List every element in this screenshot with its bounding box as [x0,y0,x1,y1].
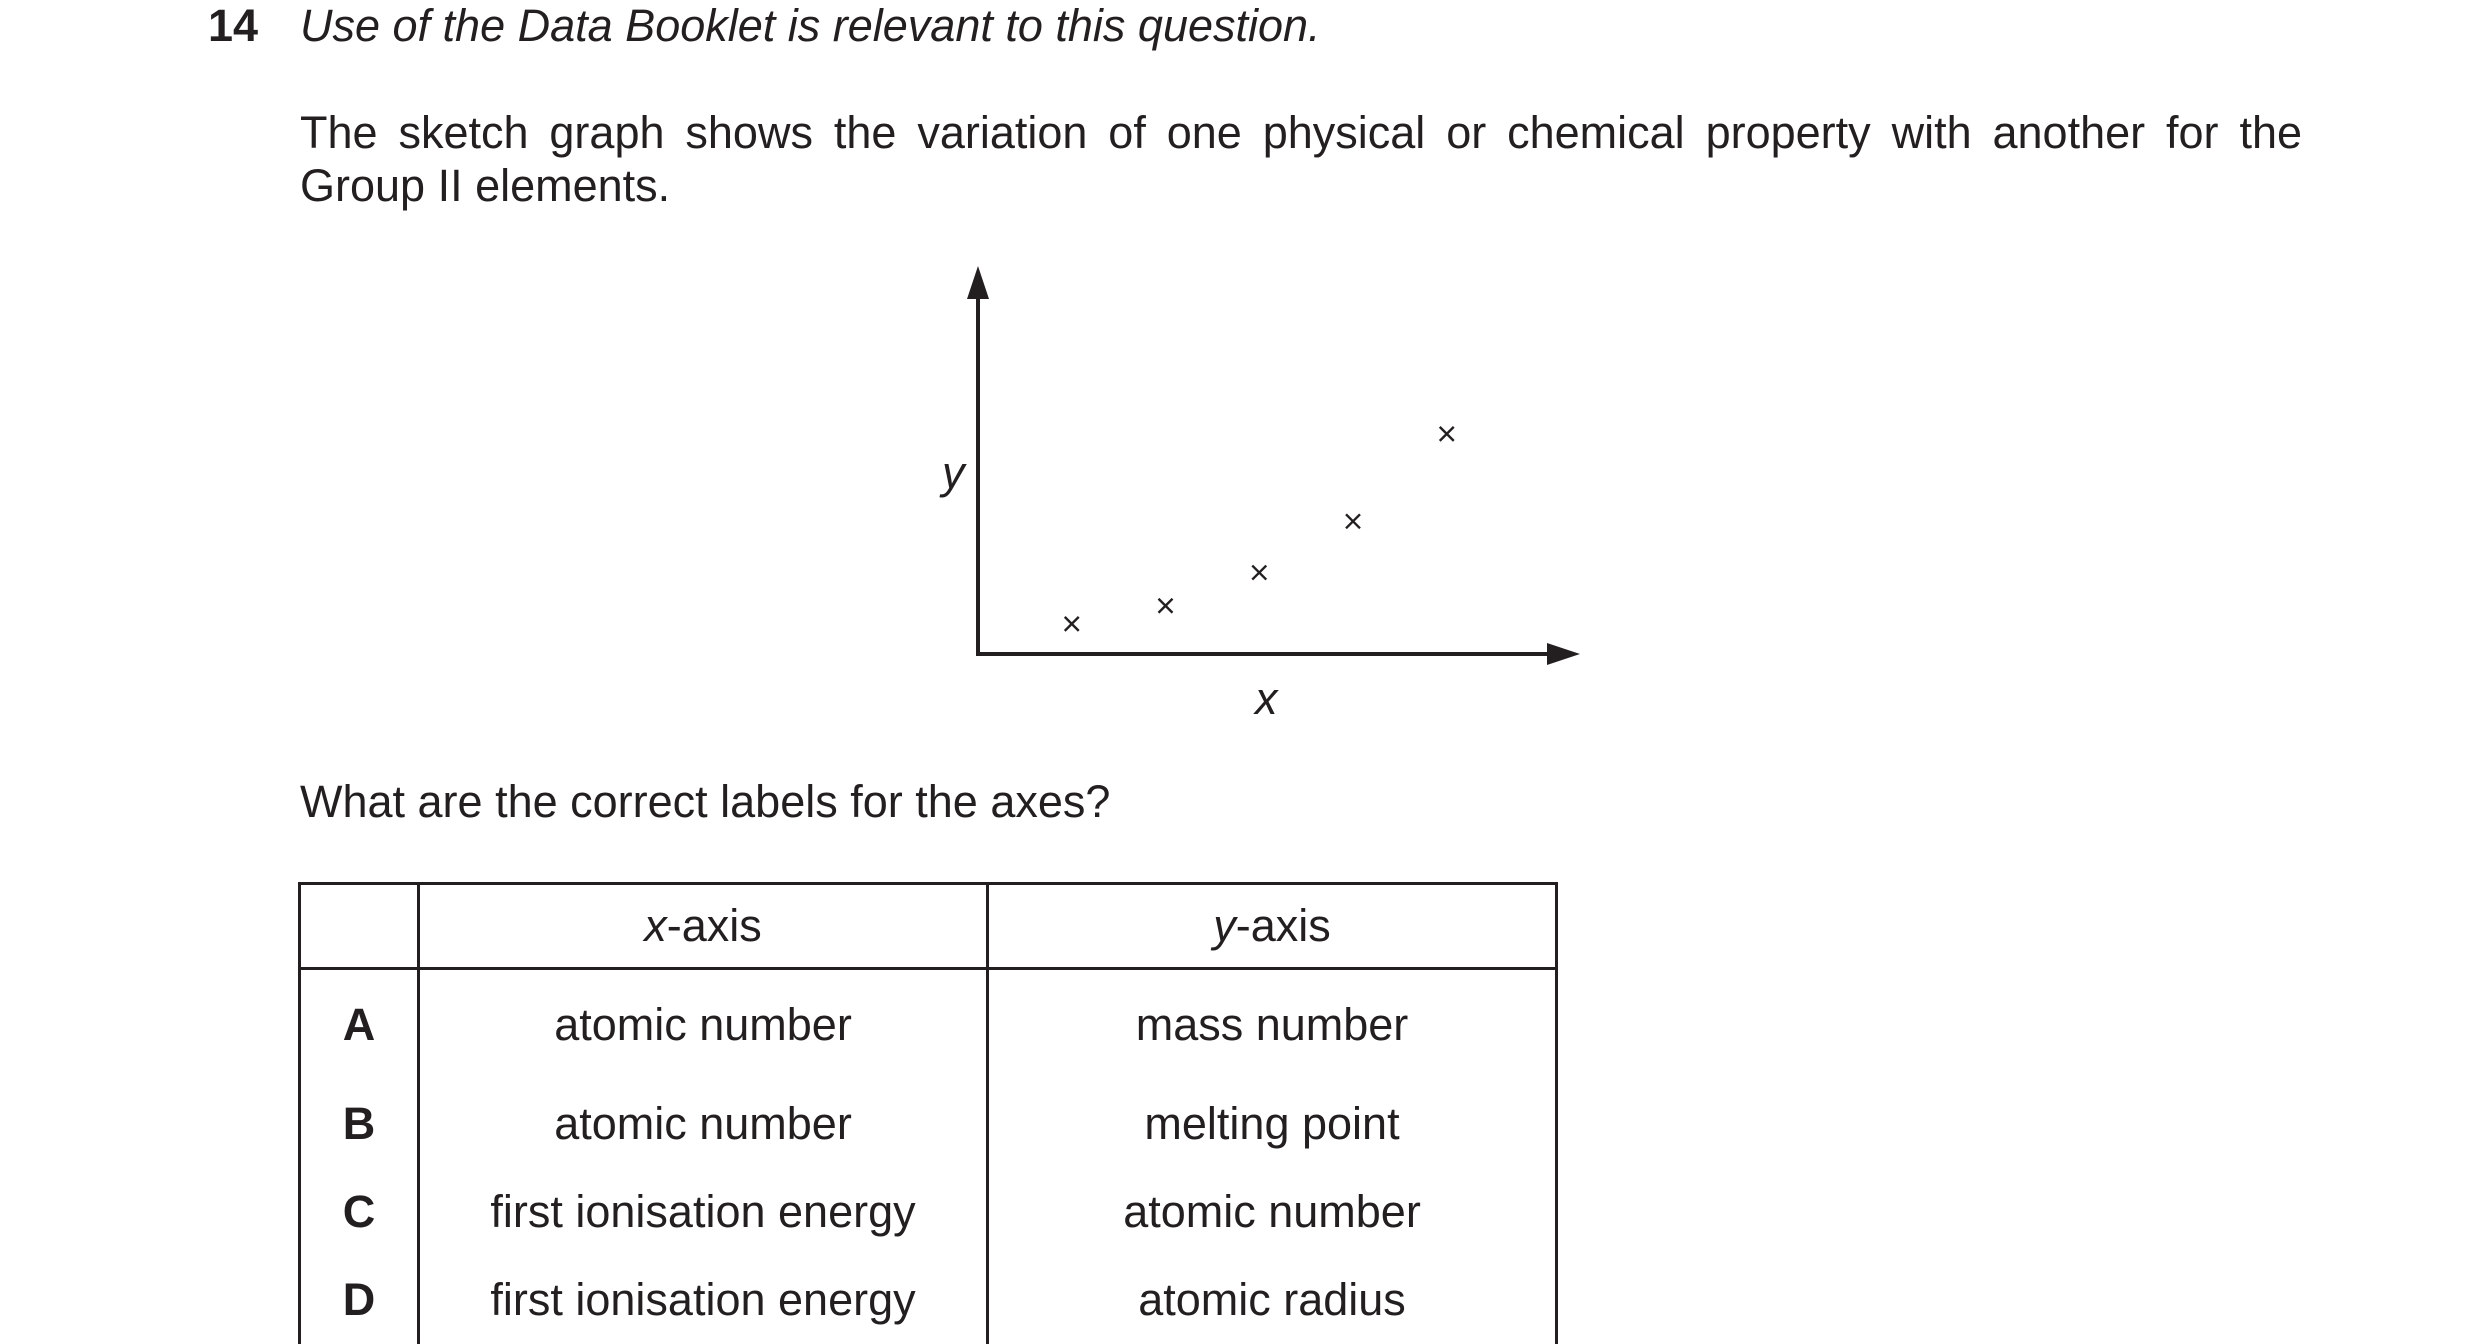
y-axis-arrowhead [967,266,989,299]
header-x-var: x [644,900,667,951]
question-instruction: Use of the Data Booklet is relevant to this question. [300,0,1321,51]
option-key: C [300,1168,419,1256]
option-row-a[interactable] [300,969,1557,1081]
header-y-var: y [1213,900,1236,951]
question-prompt: What are the correct labels for the axes? [300,776,1111,827]
header-x-axis [419,884,988,969]
data-point-3 [1252,566,1266,580]
y-axis [967,266,989,652]
option-x-axis: atomic number [419,969,988,1081]
header-y-axis [988,884,1557,969]
option-key: D [300,1256,419,1344]
header-key [300,884,419,969]
option-y-axis: melting point [988,1080,1557,1168]
data-points [1065,427,1454,631]
header-y-suffix: -axis [1235,900,1331,951]
option-y-axis: atomic radius [988,1256,1557,1344]
options-table [298,882,1558,1344]
x-axis-label: x [1255,673,1278,724]
data-point-5 [1440,427,1454,441]
option-y-axis: atomic number [988,1168,1557,1256]
header-x-suffix: -axis [666,900,762,951]
option-row-d[interactable] [300,1256,1557,1344]
question-number: 14 [208,0,259,51]
option-row-b[interactable] [300,1080,1557,1168]
x-axis-arrowhead [1547,643,1580,665]
option-row-c[interactable] [300,1168,1557,1256]
question-stem: The sketch graph shows the variation of one physical or chemical property with another for the Group II elements. [300,107,2302,211]
data-point-2 [1159,599,1173,613]
option-x-axis: first ionisation energy [419,1256,988,1344]
y-axis-label: y [942,447,965,498]
option-key: B [300,1080,419,1168]
option-x-axis: atomic number [419,1080,988,1168]
data-point-1 [1065,617,1079,631]
table-header-row [300,884,1557,969]
option-x-axis: first ionisation energy [419,1168,988,1256]
option-y-axis: mass number [988,969,1557,1081]
data-point-4 [1346,514,1360,528]
x-axis [976,643,1580,665]
option-key: A [300,969,419,1081]
